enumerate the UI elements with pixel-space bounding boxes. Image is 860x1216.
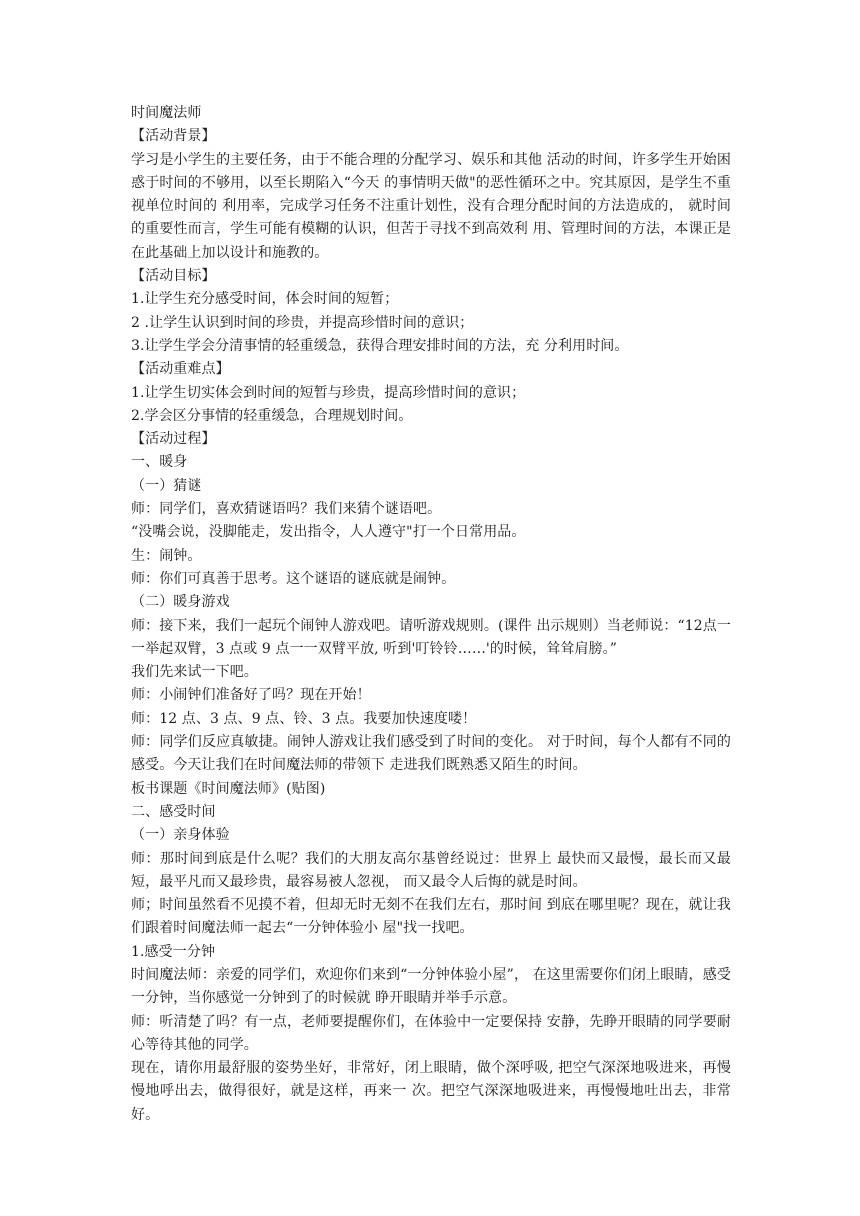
subsection-heading: 1.感受一分钟: [131, 943, 216, 960]
paragraph: 现在，请你用最舒服的姿势坐好，非常好，闭上眼睛，做个深呼吸, 把空气深深地吸进来，再慢慢地呼出去，做得很好，就是这样，再来一 次。把空气深深地吸进来，再慢慢地吐出去，非常好。: [131, 1060, 731, 1123]
section-heading-background: 【活动背景】: [131, 128, 216, 145]
paragraph: 学习是小学生的主要任务，由于不能合理的分配学习、娱乐和其他 活动的时间，许多学生开始困惑于时间的不够用，以至长期陷入“今天 的事情明天做"的恶性循环之中。究其原因，是学生不重视单位时间的 利用率，完成学习任务不注重计划性，没有合理分配时间的方法造成的， 就时间的重要性而言，学生可能有模糊的认识，但苦于寻找不到高效利 用、管理时间的方法，本课正是在此基础上加以设计和施教的。: [131, 151, 731, 261]
paragraph: 师：同学们，喜欢猜谜语吗？我们来猜个谜语吧。: [131, 501, 442, 518]
key-point-item: 2.学会区分事情的轻重缓急，合理规划时间。: [131, 407, 413, 424]
paragraph: 师：接下来，我们一起玩个闹钟人游戏吧。请听游戏规则。(课件 出示规则）当老师说：“12点一一举起双臂，3 点或 9 点一一双臂平放, 听到'叮铃铃……'的时候，耸耸肩膀。”: [131, 617, 731, 657]
paragraph: 我们先来试一下吧。: [131, 664, 258, 681]
subsection-heading: （一）亲身体验: [131, 827, 230, 844]
subsection-heading: （二）暖身游戏: [131, 594, 230, 611]
goal-item: 3.让学生学会分清事情的轻重缓急，获得合理安排时间的方法，充 分利用时间。: [131, 337, 629, 354]
key-point-item: 1.让学生切实体会到时间的短暂与珍贵，提高珍惜时间的意识；: [131, 384, 526, 401]
document-body: [131, 102, 731, 1127]
goal-item: 2 .让学生认识到时间的珍贵，并提高珍惜时间的意识；: [131, 314, 474, 331]
goal-item: 1.让学生充分感受时间，体会时间的短暂；: [131, 291, 399, 308]
paragraph: 师：那时间到底是什么呢？我们的大朋友高尔基曾经说过：世界上 最快而又最慢，最长而又最短，最平凡而又最珍贵，最容易被人忽视， 而又最令人后悔的就是时间。: [131, 850, 731, 890]
section-heading-process: 【活动过程】: [131, 431, 216, 448]
paragraph: 师：你们可真善于思考。这个谜语的谜底就是闹钟。: [131, 570, 456, 587]
subsection-heading: 二、感受时间: [131, 803, 216, 820]
paragraph: 生：闹钟。: [131, 547, 202, 564]
paragraph: 师：小闹钟们准备好了吗？现在开始！: [131, 687, 371, 704]
paragraph: 时间魔法师：亲爱的同学们，欢迎你们来到“一分钟体验小屋”， 在这里需要你们闭上眼睛，感受一分钟，当你感觉一分钟到了的时候就 睁开眼睛并举手示意。: [131, 966, 731, 1007]
subsection-heading: （一）猜谜: [131, 477, 202, 494]
section-heading-goals: 【活动目标】: [131, 268, 216, 285]
paragraph: 板书课题《时间魔法师》(贴图): [131, 780, 326, 797]
paragraph: 师：听清楚了吗？有一点，老师要提醒你们，在体验中一定要保持 安静，先睁开眼睛的同学要耐心等待其他的同学。: [131, 1013, 731, 1053]
paragraph: 师：12 点、3 点、9 点、铃、3 点。我要加快速度喽！: [131, 710, 477, 727]
paragraph: 师；时间虽然看不见摸不着，但却无时无刻不在我们左右，那时间 到底在哪里呢？现在，就让我们跟着时间魔法师一起去“一分钟体验小 屋"找一找吧。: [131, 897, 731, 937]
document-title: 时间魔法师: [131, 105, 202, 121]
section-heading-key-points: 【活动重难点】: [131, 361, 230, 378]
subsection-heading: 一、暖身: [131, 454, 188, 471]
paragraph: 师：同学们反应真敏捷。闹钟人游戏让我们感受到了时间的变化。 对于时间，每个人都有不同的感受。今天让我们在时间魔法师的带领下 走进我们既熟悉又陌生的时间。: [131, 734, 731, 774]
paragraph: “没嘴会说，没脚能走，发出指令，人人遵守"打一个日常用品。: [131, 524, 526, 541]
